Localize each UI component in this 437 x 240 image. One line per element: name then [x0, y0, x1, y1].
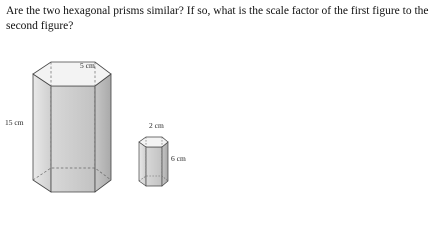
large-prism-edge-label: 5 cm: [80, 61, 95, 70]
small-hexagonal-prism: [139, 137, 168, 186]
question-text: Are the two hexagonal prisms similar? If so, what is the scale factor of the first figure to the second figure?: [6, 5, 429, 32]
large-prism-front-face: [51, 86, 95, 192]
small-prism-height-label: 6 cm: [171, 154, 186, 163]
large-prism-height-label: 15 cm: [5, 118, 24, 127]
small-prism-edge-label: 2 cm: [149, 121, 164, 130]
small-prism-right-face: [162, 142, 168, 186]
small-prism-front-face: [146, 147, 162, 186]
large-prism-right-face: [95, 74, 111, 192]
large-hexagonal-prism: [33, 62, 111, 192]
small-prism-top-face: [139, 137, 168, 147]
small-prism-left-face: [139, 142, 146, 186]
